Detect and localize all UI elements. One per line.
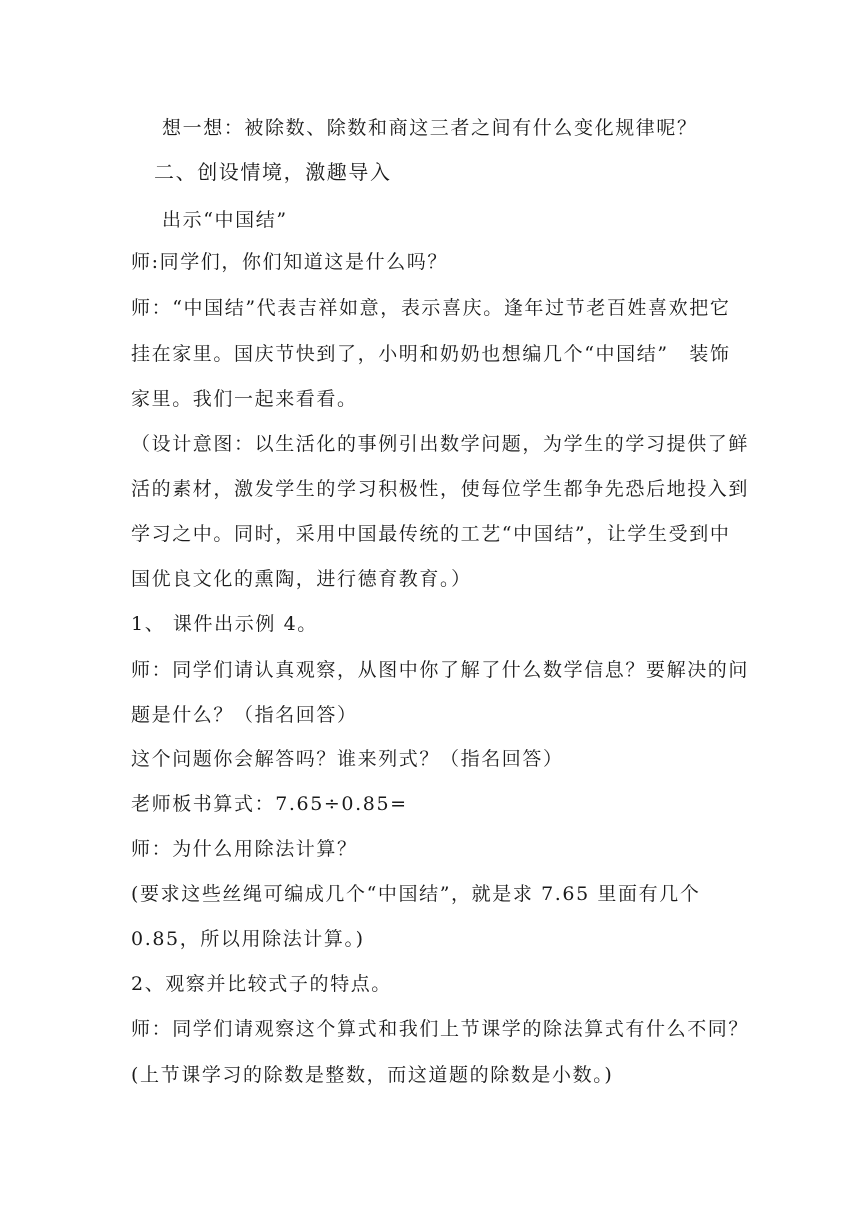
- design-intent-line: 学习之中。同时，采用中国最传统的工艺“中国结”，让学生受到中: [131, 523, 731, 545]
- reflection-question: 想一想：被除数、除数和商这三者之间有什么变化规律呢？: [162, 117, 698, 139]
- step-heading: 2、观察并比较式子的特点。: [131, 973, 392, 995]
- section-heading: 二、创设情境，激趣导入: [154, 160, 392, 184]
- paragraph-line: 师：同学们请观察这个算式和我们上节课学的除法算式有什么不同？: [131, 1018, 750, 1040]
- paragraph-line: 挂在家里。国庆节快到了，小明和奶奶也想编几个“中国结” 装饰: [131, 343, 731, 365]
- paragraph-line: (要求这些丝绳可编成几个“中国结”，就是求 7.65 里面有几个: [131, 883, 701, 905]
- paragraph-line: 师：同学们请认真观察，从图中你了解了什么数学信息？要解决的问: [131, 659, 750, 681]
- paragraph-line: 0.85，所以用除法计算。): [131, 928, 365, 950]
- formula-line: 老师板书算式：7.65÷0.85=: [131, 793, 408, 815]
- paragraph-line: 这个问题你会解答吗？谁来列式？（指名回答）: [131, 748, 564, 770]
- paragraph-line: 题是什么？（指名回答）: [131, 704, 358, 726]
- step-heading: 1、 课件出示例 4。: [131, 613, 318, 635]
- paragraph-line: 师：为什么用除法计算？: [131, 838, 358, 860]
- paragraph-line: 师:同学们，你们知道这是什么吗？: [131, 251, 449, 273]
- paragraph-line: (上节课学习的除数是整数，而这道题的除数是小数。): [131, 1064, 614, 1086]
- design-intent-line: （设计意图：以生活化的事例引出数学问题，为学生的学习提供了鲜: [131, 433, 750, 455]
- design-intent-line: 活的素材，激发学生的学习积极性，使每位学生都争先恐后地投入到: [131, 478, 750, 500]
- paragraph-line: 家里。我们一起来看看。: [131, 388, 358, 410]
- design-intent-line: 国优良文化的熏陶，进行德育教育。）: [131, 568, 472, 590]
- paragraph-line: 出示“中国结”: [162, 209, 288, 231]
- paragraph-line: 师：“中国结”代表吉祥如意，表示喜庆。逢年过节老百姓喜欢把它: [131, 297, 731, 319]
